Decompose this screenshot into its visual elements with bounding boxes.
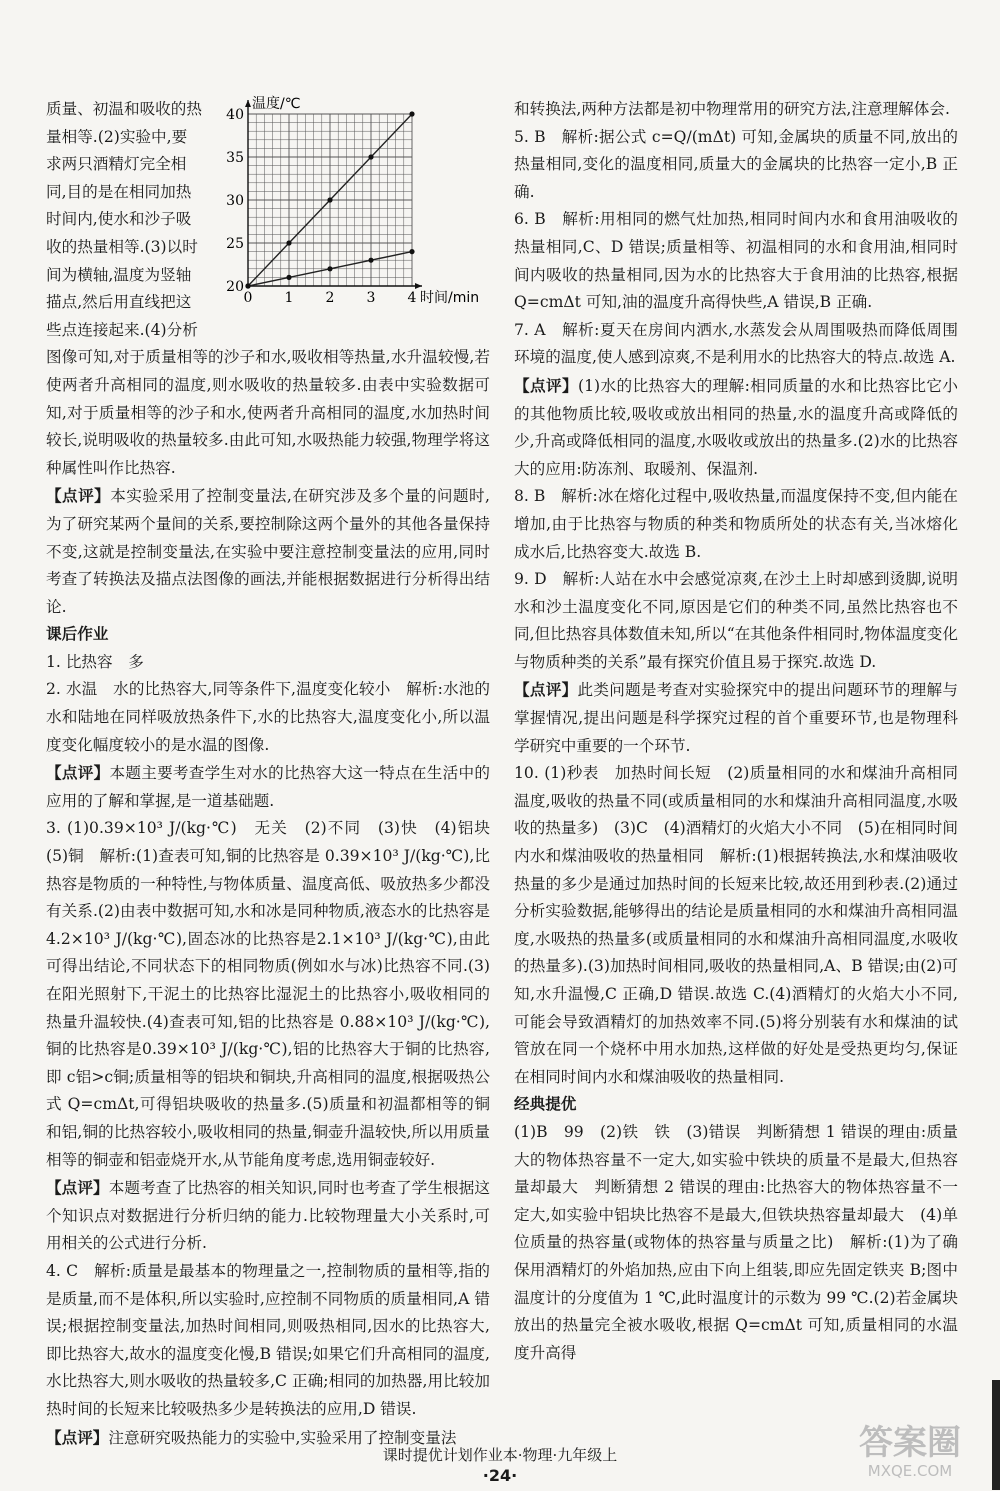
y-tick-label: 25 <box>226 236 244 252</box>
comment-text: 注意研究吸热能力的实验中,实验采用了控制变量法 <box>108 1428 457 1447</box>
watermark-logo <box>830 1424 990 1486</box>
comment-text: 本题主要考查学生对水的比热容大这一特点在生活中的应用的了解和掌握,是一道基础题. <box>46 764 490 810</box>
comment-tag: 【点评】 <box>46 763 110 783</box>
y-axis-arrow <box>245 100 251 107</box>
data-point <box>245 283 250 288</box>
comment-text: 本题考查了比热容的相关知识,同时也考查了学生根据这个知识点对数据进行分析归纳的能力.比较物理量大小关系时,可用相关的公式进行分析. <box>46 1179 490 1253</box>
data-point <box>327 197 332 202</box>
y-tick-label: 30 <box>226 193 244 209</box>
comment-text: 本实验采用了控制变量法,在研究涉及多个量的问题时,为了研究某两个量间的关系,要控制除这两个量外的其他各量保持不变,这就是控制变量法,在实验中要注意控制变量法的应用,同时考查了转换法及描点法图像的画法,并能根据数据进行分析得出结论. <box>46 487 490 616</box>
classic-answer: (1)B 99 (2)铁 铁 (3)错误 判断猜想 1 错误的理由:质量大的物体热容量不一定大,如实验中铁块的质量不是最大,但热容量却最大 判断猜想 2 错误的理由:比热容大的物体热容量不一定大,如实验中铝块比热容不是最大,但铁块热容量却最大 (4)单位质量的热容量(或物体的热容量与质量之比) 解析:(1)为了确保用酒精灯的外焰加热,应由下向上组装,即应先固定铁夹 B;图中温度计的分度值为 1 ℃,此时温度计的示数为 99 ℃.(2)若金属块放出的热量完全被水吸收,根据 Q=cmΔt 可知,质量相同的水温度升高得 <box>514 1122 958 1362</box>
comment-tag: 【点评】 <box>514 375 579 395</box>
page-footer-title: 课时提优计划作业本·物理·九年级上 <box>382 1446 618 1464</box>
answer-10: 10. (1)秒表 加热时间长短 (2)质量相同的水和煤油升高相同温度,吸收的热量不同(或质量相同的水和煤油升高相同温度,水吸收的热量多) (3)C (4)酒精灯的火焰大小不同 (5)在相同时间内水和煤油吸收的热量相同 解析:(1)根据转换法,水和煤油吸收热量的多少是通过加热时间的长短来比较,故还用到秒表.(2)通过分析实验数据,能够得出的结论是质量相同的水和煤油升高相同温度,水吸热的热量多(或质量相同的水和煤油升高相同温度,水吸收的热量多).(3)加热时间相同,吸收的热量相同,A、B 错误;由(2)可知,水升温慢,C 正确,D 错误.故选 C.(4)酒精灯的火焰大小不同,可能会导致酒精灯的加热效率不同.(5)将分别装有水和煤油的试管放在同一个烧杯中用水加热,这样做的好处是受热更均匀,保证在相同时间内水和煤油吸收的热量相同. <box>514 764 958 1086</box>
data-point <box>368 154 373 159</box>
section-heading-classic: 经典提优 <box>514 1095 577 1114</box>
right-column <box>514 96 958 1367</box>
x-axis-arrow <box>415 283 422 289</box>
watermark-text: 答案圈 <box>859 1423 961 1463</box>
text-line: 描点,然后用直线把这 <box>46 293 192 312</box>
x-axis-label: 时间/min <box>420 290 480 306</box>
data-point <box>409 111 414 116</box>
text-line: 些点连接起来.(4)分析 <box>46 320 198 339</box>
data-point <box>286 275 291 280</box>
data-point <box>286 240 291 245</box>
answer-3: 3. (1)0.39×10³ J/(kg·℃) 无关 (2)不同 (3)快 (4)铝块 (5)铜 解析:(1)查表可知,铜的比热容是 0.39×10³ J/(kg·℃),比热容是物质的一种特性,与物体质量、温度高低、吸放热多少都没有关系.(2)由表中数据可知,水和冰是同种物质,液态水的比热容是 4.2×10³ J/(kg·℃),固态冰的比热容是2.1×10³ J/(kg·℃),由此可得出结论,不同状态下的相同物质(例如水与冰)比热容不同.(3)在阳光照射下,干泥土的比热容比湿泥土的比热容小,吸收相同的热量升温较快.(4)查表可知,铝的比热容是 0.88×10³ J/(kg·℃),铜的比热容是0.39×10³ J/(kg·℃),铝的比热容大于铜的比热容,即 c铝>c铜;质量相等的铝块和铜块,升高相同的温度,根据吸热公式 Q=cmΔt,可得铝块吸收的热量多.(5)质量和初温都相等的铜和铝,铜的比热容较小,吸收相同的热量,铜壶升温较快,所以用质量相等的铜壶和铝壶烧开水,从节能角度考虑,选用铜壶较好. <box>46 819 506 1169</box>
answer-4: 4. C 解析:质量是最基本的物理量之一,控制物质的量相等,指的是质量,而不是体积,所以实验时,应控制不同物质的质量相同,A 错误;根据控制变量法,加热时间相同,则吸热相同,因水的比热容大,即比热容大,故水的温度变化慢,B 错误;如果它们升高相同的温度,水比热容大,则水吸收的热量较多,C 正确;相同的加热器,用比较加热时间的长短来比较吸热多少是转换法的应用,D 错误. <box>46 1261 490 1418</box>
comment-paragraph <box>514 676 958 760</box>
comment-text: 此类问题是考查对实验探究中的提出问题环节的理解与掌握情况,提出问题是科学探究过程的首个重要环节,也是物理科学研究中重要的一个环节. <box>514 681 958 755</box>
y-tick-label: 40 <box>226 107 244 123</box>
chart-svg <box>224 92 494 314</box>
text-line: 求两只酒精灯完全相 <box>46 155 187 174</box>
wrapped-text-block <box>46 96 244 344</box>
watermark-url: MXQE.COM <box>867 1462 953 1480</box>
comment-paragraph <box>46 1174 490 1258</box>
text-line: 间为横轴,温度为竖轴 <box>46 265 192 284</box>
paragraph: 和转换法,两种方法都是初中物理常用的研究方法,注意理解体会. <box>514 100 950 118</box>
text-line: 量相等.(2)实验中,要 <box>46 127 188 146</box>
comment-tag: 【点评】 <box>46 1178 109 1198</box>
answer-7: 7. A 解析:夏天在房间内洒水,水蒸发会从周围吸热而降低周围环境的温度,使人感到凉爽,不是利用水的比热容大的特点.故选 A. <box>514 320 958 367</box>
page-number: ·24· <box>482 1466 518 1485</box>
comment-paragraph <box>46 482 490 621</box>
comment-tag: 【点评】 <box>46 1427 109 1447</box>
answer-1: 1. 比热容 多 <box>46 652 144 671</box>
paragraph: 图像可知,对于质量相等的沙子和水,吸收相等热量,水升温较慢,若使两者升高相同的温度,则水吸收的热量较多.由表中实验数据可知,对于质量相等的沙子和水,使两者升高相同的温度,水加热时间较长,说明吸收的热量较多.由此可知,水吸热能力较强,物理学将这种属性叫作比热容. <box>46 348 490 477</box>
answer-5: 5. B 解析:据公式 c=Q/(mΔt) 可知,金属块的质量不同,放出的热量相同,变化的温度相同,质量大的金属块的比热容一定小,B 正确. <box>514 127 958 201</box>
text-line: 时间内,使水和沙子吸 <box>46 210 192 229</box>
x-tick-label: 3 <box>366 290 376 306</box>
text-line: 收的热量相等.(3)以时 <box>46 237 198 256</box>
data-point <box>409 249 414 254</box>
comment-paragraph <box>514 372 958 483</box>
x-tick-label: 4 <box>407 290 417 306</box>
y-tick-label: 35 <box>226 150 244 166</box>
answer-2: 2. 水温 水的比热容大,同等条件下,温度变化较小 解析:水池的水和陆地在同样吸放热条件下,水的比热容大,温度变化小,所以温度变化幅度较小的是水温的图像. <box>46 680 490 754</box>
y-axis-label: 温度/℃ <box>252 96 301 112</box>
x-tick-label: 0 <box>243 290 253 306</box>
y-tick-label: 20 <box>226 279 244 295</box>
comment-tag: 【点评】 <box>46 486 111 506</box>
page-edge-bar <box>992 1380 1000 1490</box>
temperature-time-chart <box>224 92 494 314</box>
x-tick-label: 2 <box>325 290 335 306</box>
answer-6: 6. B 解析:用相同的燃气灶加热,相同时间内水和食用油吸收的热量相同,C、D 错误;质量相等、初温相同的水和食用油,相同时间内吸收的热量相同,因为水的比热容大于食用油的比热容,根据 Q=cmΔt 可知,油的温度升高得快些,A 错误,B 正确. <box>514 210 958 312</box>
x-tick-label: 1 <box>284 290 294 306</box>
comment-text: (1)水的比热容大的理解:相同质量的水和比热容比它小的其他物质比较,吸收或放出相同的热量,水的温度升高或降低的少,升高或降低相同的温度,水吸收或放出的热量多.(2)水的比热容大的应用:防冻剂、取暖剂、保温剂. <box>514 376 958 478</box>
answer-8: 8. B 解析:冰在熔化过程中,吸收热量,而温度保持不变,但内能在增加,由于比热容与物质的种类和物质所处的状态有关,当冰熔化成水后,比热容变大.故选 B. <box>514 487 958 561</box>
data-point <box>368 258 373 263</box>
text-line: 质量、初温和吸收的热 <box>46 100 202 118</box>
data-point <box>327 266 332 271</box>
answer-9: 9. D 解析:人站在水中会感觉凉爽,在沙土上时却感到烫脚,说明水和沙土温度变化不同,原因是它们的种类不同,虽然比热容也不同,但比热容具体数值未知,所以“在其他条件相同时,物体温度变化与物质种类的关系”最有探究价值且易于探究.故选 D. <box>514 570 958 671</box>
comment-paragraph <box>46 759 490 815</box>
text-line: 同,目的是在相同加热 <box>46 182 192 201</box>
comment-tag: 【点评】 <box>514 680 578 700</box>
section-heading-homework: 课后作业 <box>46 625 109 644</box>
